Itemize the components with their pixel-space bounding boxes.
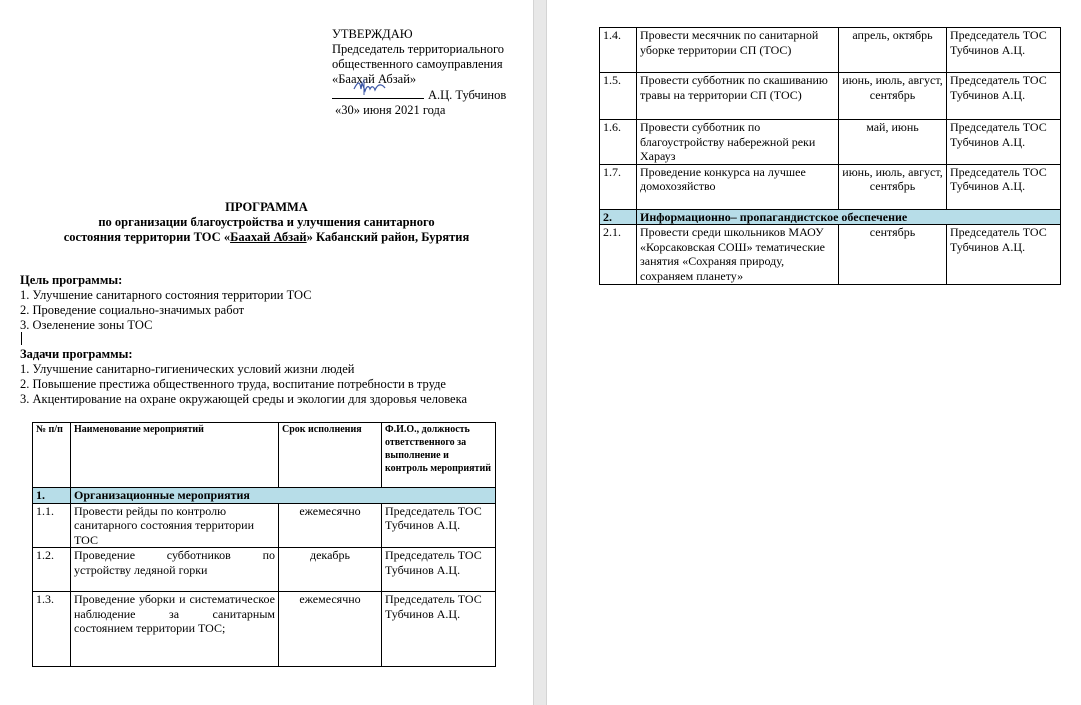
row-term: сентябрь bbox=[839, 225, 947, 285]
goals-section bbox=[20, 273, 312, 333]
table-row bbox=[600, 225, 1061, 285]
row-responsible: Председатель ТОС Тубчинов А.Ц. bbox=[382, 503, 496, 548]
table-header-row bbox=[33, 423, 496, 488]
program-table-left bbox=[32, 422, 496, 667]
header-responsible: Ф.И.О., должность ответственного за выполнение и контроль мероприятий bbox=[382, 423, 496, 488]
task-item: 2. Повышение престижа общественного труда, воспитание потребности в труде bbox=[20, 377, 446, 391]
title-org-name: Баахай Абзай bbox=[230, 230, 307, 244]
row-num: 1.5. bbox=[600, 73, 637, 120]
table-row bbox=[33, 592, 496, 667]
row-responsible: Председатель ТОС Тубчинов А.Ц. bbox=[947, 120, 1061, 165]
row-num: 1.7. bbox=[600, 164, 637, 209]
row-num: 1.2. bbox=[33, 548, 71, 592]
row-name: Проведение конкурса на лучшее домохозяйство bbox=[637, 164, 839, 209]
program-title-line1: ПРОГРАММА bbox=[225, 200, 308, 214]
text-cursor bbox=[21, 332, 22, 345]
section-title: Организационные мероприятия bbox=[71, 488, 496, 504]
row-term: апрель, октябрь bbox=[839, 28, 947, 73]
header-num: № п/п bbox=[33, 423, 71, 488]
approval-position-line2: общественного самоуправления bbox=[332, 57, 503, 71]
row-num: 1.4. bbox=[600, 28, 637, 73]
table-row bbox=[600, 73, 1061, 120]
table-row bbox=[600, 28, 1061, 73]
goal-item: 2. Проведение социально-значимых работ bbox=[20, 303, 245, 317]
program-title bbox=[0, 200, 533, 245]
program-title-line2: по организации благоустройства и улучшения санитарного bbox=[98, 215, 435, 229]
header-term: Срок исполнения bbox=[279, 423, 382, 488]
approval-org-name: «Баахай Абзай» bbox=[332, 72, 417, 86]
title-part: состояния территории ТОС « bbox=[63, 230, 231, 244]
approval-date: «30» июня 2021 года bbox=[335, 103, 446, 117]
row-num: 1.1. bbox=[33, 503, 71, 548]
row-responsible: Председатель ТОС Тубчинов А.Ц. bbox=[947, 73, 1061, 120]
section-title: Информационно– пропагандистское обеспечение bbox=[637, 209, 1061, 225]
signature-icon bbox=[352, 77, 392, 97]
program-title-line3 bbox=[0, 230, 533, 245]
row-term: ежемесячно bbox=[279, 503, 382, 548]
page-separator bbox=[533, 0, 547, 705]
approval-position-line1: Председатель территориального bbox=[332, 42, 505, 56]
tasks-section bbox=[20, 347, 467, 407]
approval-block bbox=[332, 27, 506, 118]
goals-heading: Цель программы: bbox=[20, 273, 123, 287]
program-table-right bbox=[599, 27, 1061, 285]
task-item: 1. Улучшение санитарно-гигиенических условий жизни людей bbox=[20, 362, 355, 376]
section-row-organizational bbox=[33, 488, 496, 504]
document-page-left bbox=[0, 0, 533, 705]
row-name: Провести среди школьников МАОУ «Корсаковская СОШ» тематические занятия «Сохраняя природу, сохраняем планету» bbox=[637, 225, 839, 285]
signature-underline bbox=[332, 87, 424, 99]
row-name: Провести субботник по скашиванию травы на территории СП (ТОС) bbox=[637, 73, 839, 120]
row-name: Провести месячник по санитарной уборке территории СП (ТОС) bbox=[637, 28, 839, 73]
row-term: июнь, июль, август, сентябрь bbox=[839, 73, 947, 120]
row-name: Проведение уборки и систематическое наблюдение за санитарным состоянием территории ТОС; bbox=[71, 592, 279, 667]
row-name: Провести субботник по благоустройству набережной реки Харауз bbox=[637, 120, 839, 165]
task-item: 3. Акцентирование на охране окружающей среды и экологии для здоровья человека bbox=[20, 392, 468, 406]
table-row bbox=[33, 548, 496, 592]
row-responsible: Председатель ТОС Тубчинов А.Ц. bbox=[947, 28, 1061, 73]
row-num: 1.3. bbox=[33, 592, 71, 667]
signature-line bbox=[332, 87, 506, 103]
approval-signer: А.Ц. Тубчинов bbox=[428, 88, 507, 102]
row-term: май, июнь bbox=[839, 120, 947, 165]
row-term: декабрь bbox=[279, 548, 382, 592]
section-row-informational bbox=[600, 209, 1061, 225]
header-name: Наименование мероприятий bbox=[71, 423, 279, 488]
row-responsible: Председатель ТОС Тубчинов А.Ц. bbox=[382, 548, 496, 592]
document-page-right bbox=[547, 0, 1081, 705]
row-term: июнь, июль, август, сентябрь bbox=[839, 164, 947, 209]
table-row bbox=[600, 164, 1061, 209]
goal-item: 1. Улучшение санитарного состояния территории ТОС bbox=[20, 288, 312, 302]
row-term: ежемесячно bbox=[279, 592, 382, 667]
row-name: Провести рейды по контролю санитарного состояния территории ТОС bbox=[71, 503, 279, 548]
goal-item: 3. Озеленение зоны ТОС bbox=[20, 318, 153, 332]
tasks-heading: Задачи программы: bbox=[20, 347, 133, 361]
section-num: 2. bbox=[600, 209, 637, 225]
title-part: » Кабанский район, Бурятия bbox=[306, 230, 470, 244]
approval-heading: УТВЕРЖДАЮ bbox=[332, 27, 413, 41]
row-num: 2.1. bbox=[600, 225, 637, 285]
row-num: 1.6. bbox=[600, 120, 637, 165]
row-responsible: Председатель ТОС Тубчинов А.Ц. bbox=[382, 592, 496, 667]
table-row bbox=[33, 503, 496, 548]
row-responsible: Председатель ТОС Тубчинов А.Ц. bbox=[947, 164, 1061, 209]
row-name: Проведение субботников по устройству ледяной горки bbox=[71, 548, 279, 592]
row-responsible: Председатель ТОС Тубчинов А.Ц. bbox=[947, 225, 1061, 285]
table-row bbox=[600, 120, 1061, 165]
section-num: 1. bbox=[33, 488, 71, 504]
